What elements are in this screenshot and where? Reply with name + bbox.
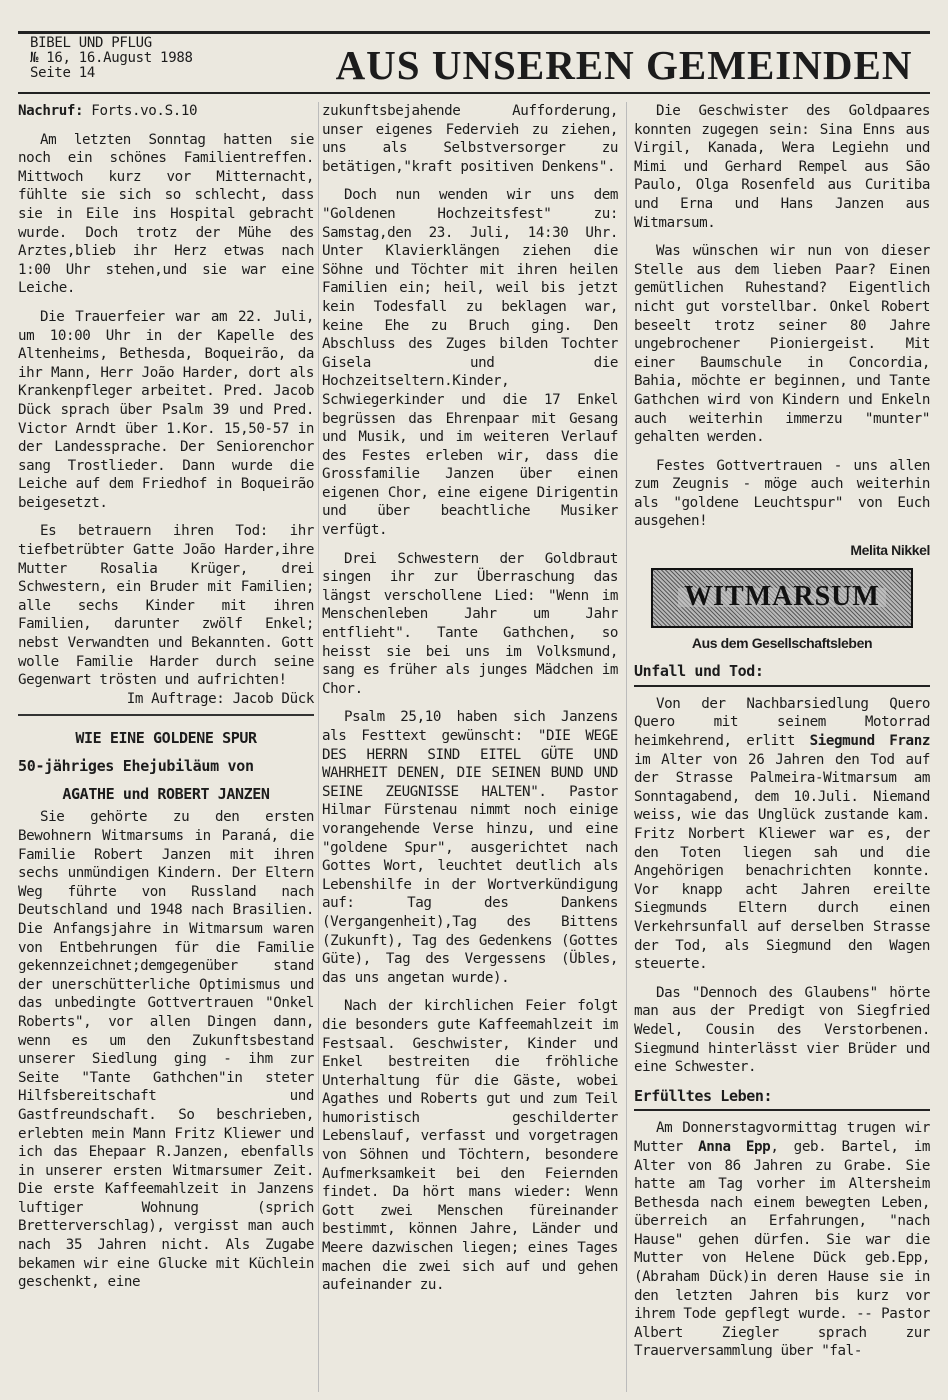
obituary-signature: Im Auftrage: Jacob Dück (126, 690, 314, 707)
witmarsum-logo (651, 568, 913, 628)
text-run: Am Donnerstagvormittag trugen wir Mutter (634, 1120, 930, 1155)
column-3 (634, 102, 930, 1371)
masthead-meta (30, 36, 290, 81)
paragraph: Drei Schwestern der Goldbraut singen ihr zur Überraschung das längst verschollene Lied: "Wenn im Menschenleben Jahr um Jahr entflieht". Tante Gathchen, so heisst sie bei uns im Volksmund, sang es früher als junges Mädchen im Chor. (322, 550, 618, 697)
column-divider (626, 102, 627, 1392)
subsection-rule (634, 685, 930, 687)
nachruf-label: Nachruf: (18, 103, 84, 119)
text-run: im Alter von 26 Jahren den Tod auf der Strasse Palmeira-Witmarsum am Sonntagabend, dem 10.Juli. Niemand weiss, wie das Unglück zustande kam. Fritz Norbert Kliewer war es, der den Toten liegen sah und die Angehörigen benachrichten konnte. Vor knapp acht Jahren ereilte Siegmunds Eltern durch einen Verkehrsunfall auf derselben Strasse der Tod, als Siegmund den Wagen steuerte. (634, 751, 930, 973)
publication-name: BIBEL UND PFLUG (30, 35, 152, 51)
person-name: Anna Epp (698, 1138, 771, 1155)
paragraph: Die Geschwister des Goldpaares konnten zugegen sein: Sina Enns aus Virgil, Kanada, Wera Legiehn und Mimi und Gerhard Rempel aus São Paulo, Olga Rosenfeld aus Curitiba und Erna und Hans Janzen aus Witmarsum. (634, 103, 930, 231)
person-name: Siegmund Franz (809, 733, 930, 750)
story-divider (18, 714, 314, 716)
paragraph: Am letzten Sonntag hatten sie noch ein schönes Familientreffen. Mittwoch kurz vor Mitternacht, fühlte sie sich so schlecht, dass sie in Eile ins Hospital gebracht wurde. Doch trotz der Mühe des Arztes,blieb ihr Herz etwas nach 1:00 Uhr stehen,und sie war eine Leiche. (18, 131, 314, 297)
paragraph: Es betrauern ihren Tod: ihr tiefbetrübter Gatte João Harder,ihre Mutter Rosalia Krüger, drei Schwestern, ein Bruder mit Familien; alle sechs Kinder mit ihren Familien, darunter zwölf Enkel; nebst Verwandten und Bekannten. Gott wolle Familie Harder durch seine Gegenwart trösten und aufrichten! (18, 523, 314, 689)
paragraph: Was wünschen wir nun von dieser Stelle aus dem lieben Paar? Einen gemütlichen Ruhestand? Eigentlich nicht gut vorstellbar. Onkel Robert beseelt trotz seiner 80 Jahre ungebrochener Pioniergeist. Mit einer Baumschule in Concordia, Bahia, möchte er beginnen, und Tante Gathchen wird von Kindern und Enkeln auch weiterhin immerzu "munter" gehalten werden. (634, 243, 930, 446)
author-signature: Melita Nikkel (850, 542, 930, 559)
paragraph: Das "Dennoch des Glaubens" hörte man aus der Predigt von Siegfried Wedel, Cousin des Verstorbenen. Siegmund hinterlässt vier Brüder und eine Schwester. (634, 984, 930, 1076)
masthead-bottom-rule (18, 92, 930, 94)
masthead-top-rule (18, 31, 930, 34)
story-subheadline: 50-jähriges Ehejubiläum von (18, 757, 254, 776)
text-run: Von der Nachbarsiedlung Quero Quero mit seinem Motorrad heimkehrend, erlitt (634, 695, 930, 750)
paragraph: Doch nun wenden wir uns dem "Goldenen Hochzeitsfest" zu: Samstag,den 23. Juli, 14:30 Uhr. Unter Klavierklängen ziehen die Söhne und Töchter mit ihren heilen Familien ein; heil, weil bis jetzt kein Todesfall zu beklagen war, keine Ehe zu Bruch ging. Den Abschluss des Zuges bilden Tochter Gisela und die Hochzeitseltern.Kinder, Schwiegerkinder und die 17 Enkel begrüssen das Ehrenpaar mit Gesang und Musik, und im weiteren Verlauf des Festes erleben wir, dass die Grossfamilie Janzen über einen eigenen Chor, eine eigene Dirigentin und über beachtliche Musiker verfügt. (322, 187, 618, 539)
nachruf-continuation: Forts.vo.S.10 (91, 103, 198, 119)
paragraph: zukunftsbejahende Aufforderung, unser eigenes Federvieh zu ziehen, uns als Selbstversorger zu betätigen,"kraft positiven Denkens". (322, 103, 618, 175)
nachruf-line (18, 102, 314, 121)
subsection-rule (634, 1109, 930, 1111)
paragraph: Nach der kirchlichen Feier folgt die besonders gute Kaffeemahlzeit im Festsaal. Geschwister, Kinder und Enkel bestreiten die fröhliche Unterhaltung für die Gäste, wobei Agathes und Roberts gut und zum Teil humoristisch geschilderter Lebenslauf, verfasst und vorgetragen von Söhnen und Töchtern, besondere Aufmerksamkeit bei den Feiernden findet. Da hört mans wieder: Wenn Gott zwei Menschen füreinander bestimmt, können Jahre, Länder und Meere dazwischen liegen; eines Tages machen die zwei sich auf und gehen aufeinander zu. (322, 998, 618, 1294)
paragraph (634, 695, 930, 974)
column-2 (322, 102, 618, 1305)
column-divider (318, 102, 319, 1392)
paragraph: Psalm 25,10 haben sich Janzens als Festtext gewünscht: "DIE WEGE DES HERRN SIND EITEL GÜTE UND WAHRHEIT DENEN, DIE SEINEN BUND UND SEINE ZEUGNISSE HALTEN". Pastor Hilmar Fürstenau nimmt noch einige vorangehende Verse hinzu, und eine "goldene Spur", ausgerichtet nach Gottes Wort, leuchtet deutlich als Lebenshilfe in der Wortverkündigung auf: Tag des Dankens (Vergangenheit),Tag des Bittens (Zukunft), Tag des Gedenkens (Gottes Güte), Tag des Vergessens (Übles, das uns angetan wurde). (322, 709, 618, 986)
column-1 (18, 102, 314, 1302)
section-title: AUS UNSEREN GEMEINDEN (335, 42, 913, 88)
story-headline: WIE EINE GOLDENE SPUR (75, 729, 257, 748)
logo-subtitle: Aus dem Gesellschaftsleben (691, 634, 873, 651)
subsection-title: Unfall und Tod: (634, 662, 764, 681)
logo-text: WITMARSUM (678, 588, 886, 607)
text-run: , geb. Bartel, im Alter von 86 Jahren zu Grabe. Sie hatte am Tag vorher im Altersheim Bethesda nach einem bewegten Leben, überreich an Erfahrungen, "nach Hause" gehen dürfen. Sie war die Mutter von Helene Dück geb.Epp,(Abraham Dück)in deren Hause sie in den letzten Jahren bis kurz vor ihrem Tode gepflegt wurde. -- Pastor Albert Ziegler sprach zur Trauerversammlung über "fal- (634, 1138, 930, 1360)
paragraph (634, 1119, 930, 1361)
issue-line: № 16, 16.August 1988 (30, 50, 193, 66)
story-names: AGATHE und ROBERT JANZEN (62, 785, 270, 804)
subsection-title: Erfülltes Leben: (634, 1086, 773, 1105)
page-number: Seite 14 (30, 65, 96, 81)
paragraph: Die Trauerfeier war am 22. Juli, um 10:00 Uhr in der Kapelle des Altenheims, Bethesda, Boqueirão, da ihr Mann, Herr João Harder, dort als Krankenpfleger arbeitet. Pred. Jacob Dück sprach über Psalm 39 und Pred. Victor Arndt über 1.Kor. 15,50-57 in der Landessprache. Der Seniorenchor sang Trostlieder. Dann wurde die Leiche auf dem Friedhof in Boqueirão beigesetzt. (18, 308, 314, 511)
paragraph: Festes Gottvertrauen - uns allen zum Zeugnis - möge auch weiterhin als "goldene Leuchtspur" von Euch ausgehen! (634, 457, 930, 530)
paragraph: Sie gehörte zu den ersten Bewohnern Witmarsums in Paraná, die Familie Robert Janzen mit ihren sechs unmündigen Kindern. Der Eltern Weg führte von Russland nach Deutschland und 1948 nach Brasilien. Die Anfangsjahre in Witmarsum waren von Entbehrungen für die Familie gekennzeichnet;demgegenüber stand der unerschütterliche Optimismus und das unbedingte Gottvertrauen "Onkel Roberts", vor allen Dingen dann, wenn es um den Zukunftsbestand unserer Siedlung ging - ihm zur Seite "Tante Gathchen"in steter Hilfsbereitschaft und Gastfreundschaft. So beschrieben, erlebten mein Mann Fritz Kliewer und ich das Ehepaar R.Janzen, ebenfalls in unserer ersten Witmarsumer Zeit. Die erste Kaffeemahlzeit in Janzens luftiger Wohnung (sprich Bretterverschlag), vergisst man auch nach 35 Jahren nicht. Als Zugabe bekamen wir eine Glucke mit Küchlein geschenkt, eine (18, 809, 314, 1291)
